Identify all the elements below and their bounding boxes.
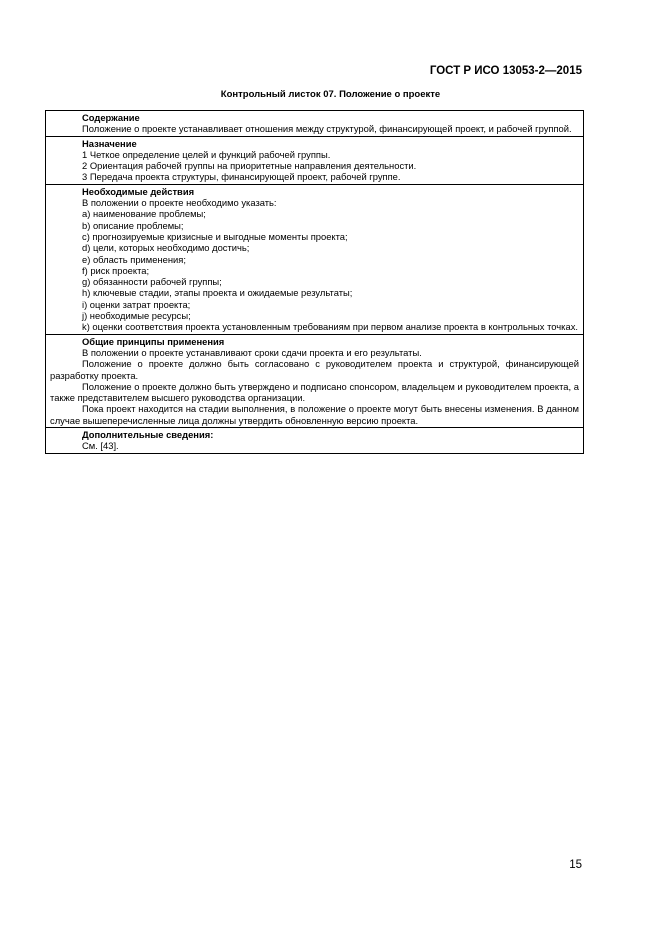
list-item: 1 Четкое определение целей и функций рабочей группы. (82, 148, 331, 160)
list-item: h) ключевые стадии, этапы проекта и ожидаемые результаты; (82, 287, 353, 299)
list-item: d) цели, которых необходимо достичь; (82, 242, 250, 254)
paragraph: Положение о проекте должно быть согласовано с руководителем проекта и структурой, финансирующей разработку проекта. (50, 358, 579, 381)
list-item: c) прогнозируемые кризисные и выгодные моменты проекта; (82, 230, 348, 242)
section-additional (46, 427, 583, 453)
section-heading: Дополнительные сведения: (82, 429, 214, 441)
checklist-title: Контрольный листок 07. Положение о проекте (220, 89, 441, 100)
section-purpose (46, 136, 583, 184)
list-item: j) необходимые ресурсы; (82, 310, 191, 322)
section-text: Положение о проекте устанавливает отношения между структурой, финансирующей проект, и рабочей группой. (82, 123, 572, 135)
list-item: 3 Передача проекта структуры, финансирующей проект, рабочей группе. (82, 171, 401, 183)
list-item: k) оценки соответствия проекта установленным требованиям при первом анализе проекта в контрольных точках. (82, 321, 578, 333)
section-heading: Назначение (82, 137, 137, 149)
list-item: e) область применения; (82, 253, 186, 265)
section-actions (46, 184, 583, 334)
list-item: b) описание проблемы; (82, 219, 184, 231)
list-item: f) риск проекта; (82, 264, 150, 276)
page-number: 15 (569, 859, 582, 871)
section-heading: Общие принципы применения (82, 335, 225, 347)
checklist-table (45, 110, 584, 454)
list-item: i) оценки затрат проекта; (82, 298, 191, 310)
paragraph: Пока проект находится на стадии выполнения, в положение о проекте могут быть внесены изменения. В данном случае вышеперечисленные лица должны утвердить обновленную версию проекта. (50, 403, 579, 426)
section-principles (46, 334, 583, 427)
list-item: a) наименование проблемы; (82, 208, 206, 220)
list-item: g) обязанности рабочей группы; (82, 276, 222, 288)
list-item: 2 Ориентация рабочей группы на приоритетные направления деятельности. (82, 160, 417, 172)
paragraph: Положение о проекте должно быть утверждено и подписано спонсором, владельцем и руководителем проекта, а также представителем высшего руководства организации. (50, 380, 579, 404)
section-heading: Необходимые действия (82, 185, 195, 197)
section-intro: В положении о проекте необходимо указать: (82, 197, 277, 209)
section-heading: Содержание (82, 112, 140, 123)
paragraph: В положении о проекте устанавливают сроки сдачи проекта и его результаты. (82, 346, 422, 358)
section-content (46, 111, 583, 136)
document-code: ГОСТ Р ИСО 13053-2—2015 (429, 65, 582, 77)
reference-text: См. [43]. (82, 440, 119, 452)
